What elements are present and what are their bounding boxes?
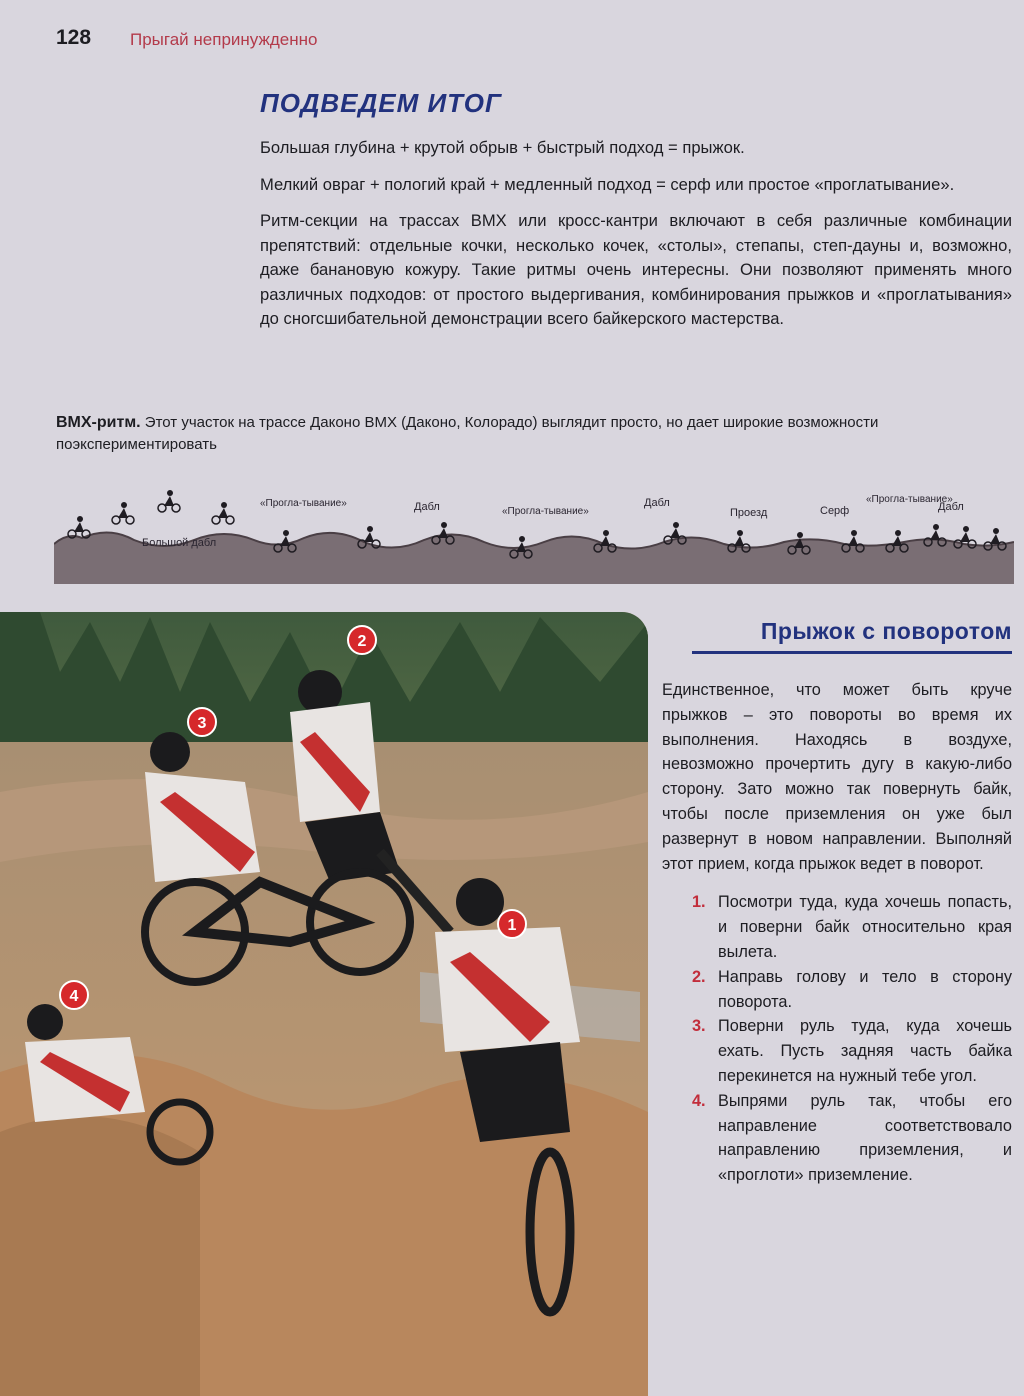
rhythm-label: Дабл [938,501,964,513]
photo-illustration [0,612,648,1396]
marker-2-icon [348,626,376,654]
steps-list [662,890,1012,1188]
list-item [662,1014,1012,1088]
bmx-rhythm-diagram [54,488,1014,584]
rhythm-label: «Прогла-тывание» [502,506,589,517]
svg-text:2: 2 [357,633,367,650]
step-number: 4. [692,1091,706,1110]
marker-1-icon [498,910,526,938]
svg-text:1: 1 [507,917,517,934]
sidebar [662,618,1012,1188]
rider-icon [68,516,90,538]
summary-paragraph: Ритм-секции на трассах BMX или кросс-кантри включают в себя различные комбинации препятствий: отдельные кочки, несколько кочек, «столы», степапы, степ-дауны и, возможно, даже банановую кожуру. Такие ритмы очень интересны. Они позволяют применять много различных подходов: от простого выдергивания, комбинирования прыжков и «проглатывания» до сногсшибательной демонстрации всего байкерского мастерства. [260,211,1012,328]
summary-paragraph: Большая глубина + крутой обрыв + быстрый подход = прыжок. [260,138,745,157]
bmx-caption [56,412,1016,456]
rider-icon [212,502,234,524]
marker-3-icon [188,708,216,736]
summary-heading: ПОДВЕДЕМ ИТОГ [260,88,502,118]
svg-text:3: 3 [197,715,207,732]
sidebar-intro: Единственное, что может быть круче прыжков – это повороты во время их выполнения. Находясь в воздухе, невозможно прочертить дугу в какую-либо сторону. Зато можно так повернуть байк, чтобы после приземления он уже был развернут в новом направлении. Выполняй этот прием, когда прыжок ведет в поворот. [662,681,1012,873]
rider-icon [158,490,180,512]
rhythm-label: Дабл [644,497,670,509]
rhythm-label: Серф [820,505,850,517]
sidebar-heading: Прыжок с поворотом [692,618,1012,654]
marker-4-icon [60,981,88,1009]
rhythm-label: Дабл [414,501,440,513]
list-item [662,890,1012,964]
list-item [662,965,1012,1015]
bmx-caption-lead: BMX-ритм. [56,414,141,431]
list-item [662,1089,1012,1188]
summary-paragraph: Мелкий овраг + пологий край + медленный подход = серф или простое «проглатывание». [260,174,955,194]
step-text: Посмотри туда, куда хочешь попасть, и поверни байк относительно края вылета. [718,893,1012,961]
running-title: Прыгай непринужденно [130,30,318,49]
step-text: Выпрями руль так, чтобы его направление соответствовало направлению приземления, и «проглоти» приземление. [718,1091,1012,1185]
summary-body [260,136,1012,344]
page-number: 128 [56,26,92,49]
step-number: 1. [692,893,706,912]
rhythm-label: «Прогла-тывание» [260,498,347,509]
rhythm-label: Большой дабл [142,537,217,549]
rhythm-label: Проезд [730,507,768,519]
step-text: Поверни руль туда, куда хочешь ехать. Пусть задняя часть байка перекинется на нужный тебе угол. [718,1017,1012,1085]
rhythm-label: «Прогла-тывание» [866,494,953,505]
svg-text:4: 4 [69,988,79,1005]
step-text: Направь голову и тело в сторону поворота. [718,967,1012,1011]
step-number: 3. [692,1017,706,1036]
rider-icon [112,502,134,524]
step-number: 2. [692,967,706,986]
bmx-caption-text: Этот участок на трассе Даконо BMX (Даконо, Колорадо) выглядит просто, но дает широкие возможности поэкспериментировать [56,414,879,453]
jump-turn-photo [0,612,648,1396]
